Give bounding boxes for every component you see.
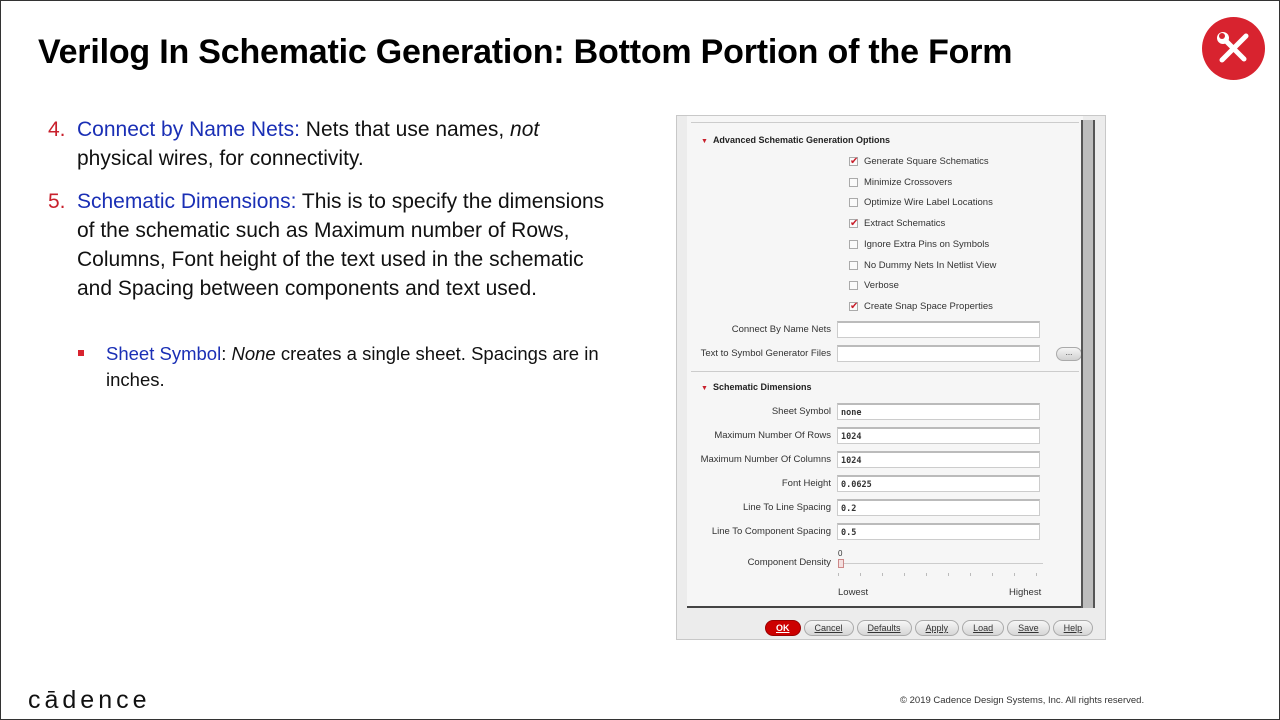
sub-bullet-sheet-symbol bbox=[78, 341, 623, 393]
dimension-field-row bbox=[687, 427, 1083, 444]
checkbox[interactable]: ✔ bbox=[850, 300, 859, 312]
bullet-emphasis: None bbox=[231, 343, 276, 364]
bullet-term: Sheet Symbol bbox=[106, 343, 222, 364]
dimension-field-row bbox=[687, 451, 1083, 468]
checkbox-label: Extract Schematics bbox=[864, 218, 946, 230]
slide-title: Verilog In Schematic Generation: Bottom Portion of the Form bbox=[38, 33, 1013, 71]
dimension-field-row bbox=[687, 403, 1083, 420]
text-symbol-input[interactable] bbox=[837, 345, 1040, 362]
field-input[interactable]: 0.5 bbox=[837, 523, 1040, 540]
section-advanced-options[interactable] bbox=[701, 135, 890, 145]
dimension-field-row bbox=[687, 499, 1083, 516]
field-input[interactable]: 0.2 bbox=[837, 499, 1040, 516]
field-label: Sheet Symbol bbox=[771, 406, 831, 417]
checkbox[interactable] bbox=[849, 281, 858, 290]
checkbox-row[interactable] bbox=[849, 239, 989, 250]
checkbox-label: Ignore Extra Pins on Symbols bbox=[864, 238, 990, 250]
bullet-number: 5. bbox=[48, 190, 66, 213]
field-label: Font Height bbox=[781, 478, 831, 489]
dimension-field-row bbox=[687, 475, 1083, 492]
bullet-term: Connect by Name Nets: bbox=[77, 118, 300, 141]
section-schematic-dimensions[interactable] bbox=[701, 382, 811, 392]
bullet-text: physical wires, for connectivity. bbox=[77, 147, 364, 170]
checkbox[interactable]: ✔ bbox=[850, 218, 859, 230]
density-slider-track[interactable] bbox=[838, 563, 1043, 564]
checkbox-label: Generate Square Schematics bbox=[864, 156, 989, 167]
text-symbol-row bbox=[687, 345, 1083, 362]
density-high-label: Highest bbox=[1009, 587, 1042, 598]
field-label: Text to Symbol Generator Files bbox=[700, 348, 831, 359]
density-low-label: Lowest bbox=[838, 587, 869, 598]
checkbox-row[interactable] bbox=[849, 177, 952, 188]
field-input[interactable]: none bbox=[837, 403, 1040, 420]
bullet-connect-by-name bbox=[48, 115, 618, 173]
checkbox[interactable] bbox=[849, 240, 858, 249]
verilog-in-form-screenshot bbox=[676, 115, 1106, 640]
expand-triangle-icon: ▼ bbox=[701, 385, 708, 392]
density-ticks bbox=[838, 573, 1043, 576]
checkbox-row[interactable] bbox=[849, 280, 899, 291]
field-input[interactable]: 1024 bbox=[837, 451, 1040, 468]
divider bbox=[691, 371, 1079, 372]
tools-icon bbox=[1202, 17, 1265, 80]
checkbox-label: Minimize Crossovers bbox=[864, 176, 953, 188]
checkbox-label: Optimize Wire Label Locations bbox=[864, 197, 993, 209]
defaults-button[interactable]: Defaults bbox=[857, 620, 912, 636]
density-slider-handle[interactable] bbox=[838, 559, 844, 568]
bullet-schematic-dimensions bbox=[48, 187, 618, 303]
checkbox-row[interactable] bbox=[849, 197, 993, 208]
checkbox[interactable] bbox=[849, 198, 858, 207]
checkbox[interactable] bbox=[849, 261, 858, 270]
checkbox[interactable] bbox=[849, 178, 858, 187]
ok-button[interactable]: OK bbox=[765, 620, 801, 636]
bullet-text: Nets that use names, bbox=[299, 118, 511, 141]
bullet-square-icon bbox=[78, 350, 84, 356]
field-label: Connect By Name Nets bbox=[731, 324, 831, 335]
help-button[interactable]: Help bbox=[1053, 620, 1094, 636]
density-label: Component Density bbox=[747, 557, 831, 568]
save-button[interactable]: Save bbox=[1007, 620, 1050, 636]
checkbox-label: No Dummy Nets In Netlist View bbox=[864, 259, 997, 271]
checkbox-row[interactable] bbox=[849, 301, 993, 312]
bullet-term: Schematic Dimensions: bbox=[77, 190, 297, 213]
bullet-number: 4. bbox=[48, 118, 66, 141]
field-label: Line To Line Spacing bbox=[742, 502, 831, 513]
section-title: Advanced Schematic Generation Options bbox=[712, 135, 890, 145]
field-label: Maximum Number Of Columns bbox=[700, 454, 831, 465]
cancel-button[interactable]: Cancel bbox=[804, 620, 854, 636]
checkbox-row[interactable] bbox=[849, 260, 996, 271]
bullet-text: creates a single sheet. Spacings are in inches. bbox=[106, 343, 599, 390]
bullet-text: This is to specify the dimensions of the schematic such as Maximum number of Rows, Columns, Font height of the text used in the schematic and Spacing between components and text used. bbox=[77, 190, 605, 300]
checkbox-label: Create Snap Space Properties bbox=[864, 300, 993, 312]
expand-triangle-icon: ▼ bbox=[701, 138, 708, 145]
checkbox-row[interactable] bbox=[849, 156, 989, 167]
field-label: Maximum Number Of Rows bbox=[714, 430, 831, 441]
density-value: 0 bbox=[838, 549, 843, 558]
checkbox-label: Verbose bbox=[864, 280, 899, 292]
divider bbox=[691, 122, 1079, 123]
apply-button[interactable]: Apply bbox=[915, 620, 960, 636]
checkbox-row[interactable] bbox=[849, 218, 945, 229]
section-title: Schematic Dimensions bbox=[712, 382, 812, 392]
dimension-field-row bbox=[687, 523, 1083, 540]
copyright: © 2019 Cadence Design Systems, Inc. All rights reserved. bbox=[900, 695, 1145, 706]
browse-button[interactable]: ... bbox=[1056, 347, 1082, 361]
connect-by-name-input[interactable] bbox=[837, 321, 1040, 338]
bullet-emphasis: not bbox=[510, 118, 540, 141]
checkbox[interactable]: ✔ bbox=[850, 156, 859, 167]
vertical-scrollbar[interactable] bbox=[1081, 120, 1095, 608]
cadence-logo: cādence bbox=[28, 686, 151, 714]
load-button[interactable]: Load bbox=[962, 620, 1004, 636]
connect-by-name-row bbox=[687, 321, 1083, 338]
field-label: Line To Component Spacing bbox=[711, 526, 831, 537]
separator: : bbox=[221, 343, 232, 364]
field-input[interactable]: 1024 bbox=[837, 427, 1040, 444]
field-input[interactable]: 0.0625 bbox=[837, 475, 1040, 492]
form-panel bbox=[687, 116, 1083, 608]
